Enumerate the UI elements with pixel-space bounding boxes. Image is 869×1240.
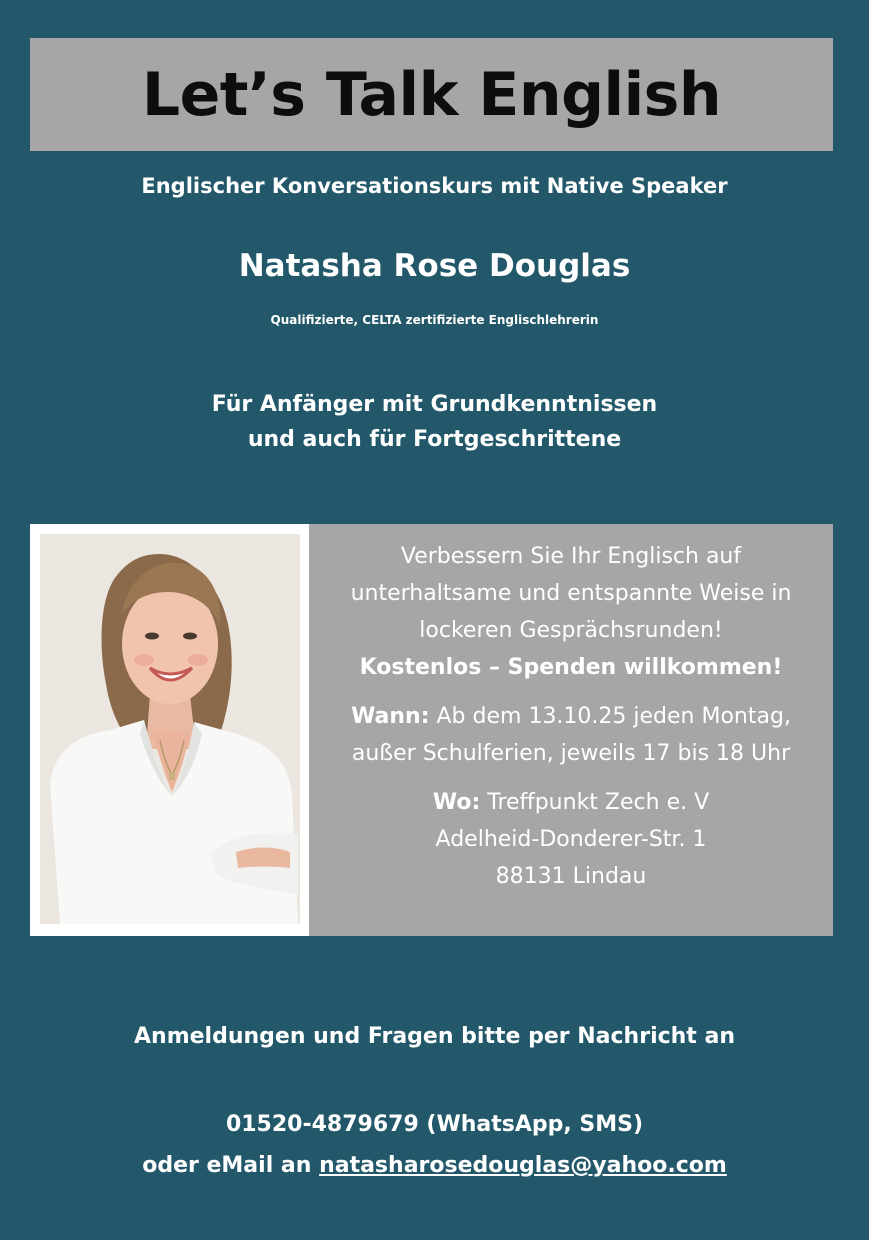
description-line-3: lockeren Gesprächsrunden! [419,618,723,643]
teacher-portrait-photo [40,534,300,924]
email-prefix: oder eMail an [142,1153,320,1178]
title-banner [30,38,833,151]
audience-line-2: und auch für Fortgeschrittene [247,427,622,452]
page-title: Let’s Talk English [141,59,722,130]
when-value: Ab dem 13.10.25 jeden Montag, [429,704,791,729]
course-info-panel [309,524,833,936]
free-notice: Kostenlos – Spenden willkommen! [359,655,783,680]
teacher-qualification: Qualifizierte, CELTA zertifizierte Englischlehrerin [270,313,599,327]
description-line-1: Verbessern Sie Ihr Englisch auf [400,544,742,569]
email-line [0,1153,869,1178]
description-line-2: unterhaltsame und entspannte Weise in [350,581,792,606]
where-line-2: Adelheid-Donderer-Str. 1 [435,827,707,852]
when-label: Wann: [351,704,430,729]
when-line-1 [309,698,833,735]
teacher-photo-frame [30,524,309,936]
teacher-name: Natasha Rose Douglas [238,248,631,284]
where-line-1 [309,784,833,821]
email-link[interactable]: natasharosedouglas@yahoo.com [319,1153,727,1178]
where-label: Wo: [432,790,481,815]
where-value: Treffpunkt Zech e. V [480,790,710,815]
phone-line: 01520-4879679 (WhatsApp, SMS) [225,1112,644,1137]
audience-line-1: Für Anfänger mit Grundkenntnissen [211,392,658,417]
portrait-illustration [40,534,300,924]
course-subtitle: Englischer Konversationskurs mit Native Speaker [141,174,728,198]
when-line-2: außer Schulferien, jeweils 17 bis 18 Uhr [351,741,791,766]
where-line-3: 88131 Lindau [495,864,647,889]
contact-prompt: Anmeldungen und Fragen bitte per Nachricht an [134,1024,735,1049]
